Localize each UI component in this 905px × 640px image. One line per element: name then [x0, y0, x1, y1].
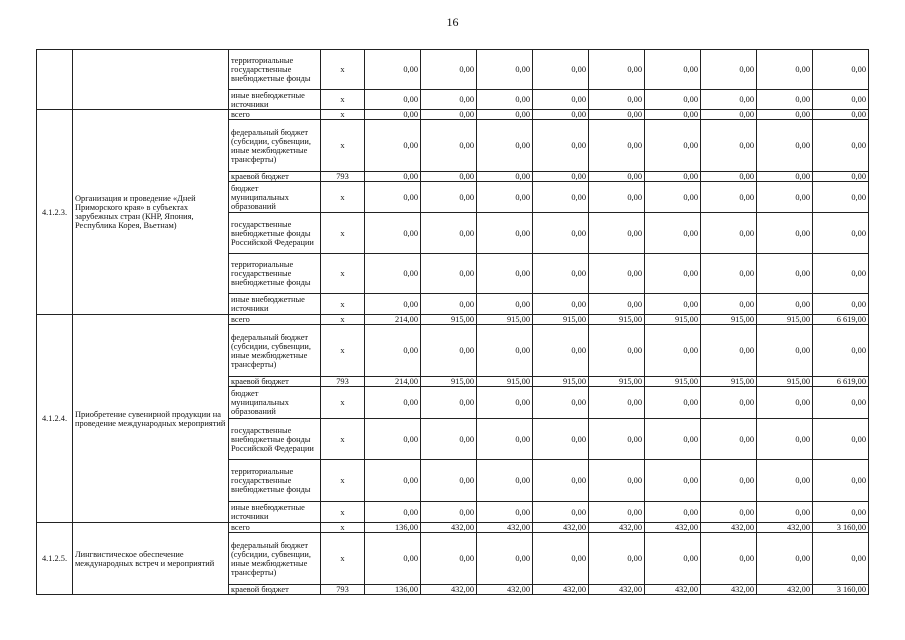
total-value: 0,00 [813, 294, 869, 315]
year-value: 0,00 [757, 419, 813, 460]
budget-code: x [321, 523, 365, 533]
year-value: 0,00 [477, 460, 533, 502]
year-value: 0,00 [589, 172, 645, 182]
item-number: 4.1.2.3. [37, 110, 73, 315]
year-value: 0,00 [757, 50, 813, 90]
year-value: 432,00 [589, 585, 645, 595]
year-value: 0,00 [701, 502, 757, 523]
year-value: 0,00 [645, 110, 701, 120]
year-value: 0,00 [589, 533, 645, 585]
year-value: 915,00 [701, 377, 757, 387]
year-value: 0,00 [757, 110, 813, 120]
funding-source: федеральный бюджет (субсидии, субвенции, иные межбюджетные трансферты) [229, 325, 321, 377]
budget-code: x [321, 419, 365, 460]
year-value: 0,00 [421, 254, 477, 294]
year-value: 432,00 [421, 585, 477, 595]
total-value: 6 619,00 [813, 377, 869, 387]
budget-code: 793 [321, 172, 365, 182]
year-value: 0,00 [477, 502, 533, 523]
total-value: 0,00 [813, 387, 869, 419]
year-value: 0,00 [477, 213, 533, 254]
total-value: 0,00 [813, 325, 869, 377]
year-value: 915,00 [645, 377, 701, 387]
year-value: 0,00 [365, 50, 421, 90]
year-value: 0,00 [701, 254, 757, 294]
year-value: 0,00 [421, 533, 477, 585]
year-value: 0,00 [365, 533, 421, 585]
budget-code: x [321, 460, 365, 502]
budget-code: 793 [321, 585, 365, 595]
year-value: 0,00 [701, 110, 757, 120]
year-value: 915,00 [589, 377, 645, 387]
year-value: 0,00 [589, 182, 645, 213]
year-value: 0,00 [757, 254, 813, 294]
funding-source: бюджет муниципальных образований [229, 182, 321, 213]
year-value: 0,00 [533, 50, 589, 90]
year-value: 0,00 [421, 120, 477, 172]
funding-source: территориальные государственные внебюджетные фонды [229, 460, 321, 502]
funding-source: иные внебюджетные источники [229, 294, 321, 315]
year-value: 0,00 [533, 533, 589, 585]
item-name: Приобретение сувенирной продукции на проведение международных мероприятий [73, 315, 229, 523]
year-value: 0,00 [365, 120, 421, 172]
budget-code: x [321, 120, 365, 172]
funding-source: всего [229, 523, 321, 533]
budget-code: x [321, 213, 365, 254]
year-value: 0,00 [421, 172, 477, 182]
year-value: 0,00 [477, 419, 533, 460]
funding-source: краевой бюджет [229, 172, 321, 182]
total-value: 0,00 [813, 254, 869, 294]
year-value: 915,00 [533, 315, 589, 325]
year-value: 0,00 [533, 460, 589, 502]
item-name: Организация и проведение «Дней Приморского края» в субъектах зарубежных стран (КНР, Япония, Республика Корея, Вьетнам) [73, 110, 229, 315]
year-value: 432,00 [645, 523, 701, 533]
year-value: 0,00 [421, 182, 477, 213]
total-value: 6 619,00 [813, 315, 869, 325]
year-value: 0,00 [477, 172, 533, 182]
year-value: 0,00 [477, 110, 533, 120]
funding-source: бюджет муниципальных образований [229, 387, 321, 419]
year-value: 0,00 [757, 387, 813, 419]
year-value: 915,00 [421, 377, 477, 387]
year-value: 0,00 [701, 325, 757, 377]
year-value: 0,00 [533, 294, 589, 315]
year-value: 0,00 [365, 172, 421, 182]
year-value: 0,00 [589, 325, 645, 377]
funding-source: всего [229, 315, 321, 325]
year-value: 0,00 [421, 294, 477, 315]
budget-code: 793 [321, 377, 365, 387]
year-value: 0,00 [757, 460, 813, 502]
year-value: 432,00 [645, 585, 701, 595]
year-value: 136,00 [365, 585, 421, 595]
year-value: 0,00 [757, 120, 813, 172]
year-value: 0,00 [533, 120, 589, 172]
budget-code: x [321, 182, 365, 213]
year-value: 0,00 [701, 533, 757, 585]
year-value: 0,00 [589, 120, 645, 172]
year-value: 432,00 [477, 523, 533, 533]
budget-code: x [321, 110, 365, 120]
year-value: 136,00 [365, 523, 421, 533]
year-value: 0,00 [533, 172, 589, 182]
year-value: 0,00 [701, 90, 757, 110]
total-value: 0,00 [813, 533, 869, 585]
year-value: 0,00 [421, 90, 477, 110]
year-value: 0,00 [645, 172, 701, 182]
table-row [37, 110, 869, 120]
budget-code: x [321, 502, 365, 523]
item-name: Лингвистическое обеспечение международных встреч и мероприятий [73, 523, 229, 595]
budget-table [36, 49, 869, 595]
year-value: 0,00 [365, 182, 421, 213]
year-value: 214,00 [365, 315, 421, 325]
year-value: 432,00 [533, 585, 589, 595]
year-value: 0,00 [477, 120, 533, 172]
year-value: 0,00 [645, 294, 701, 315]
year-value: 0,00 [757, 325, 813, 377]
year-value: 0,00 [589, 50, 645, 90]
funding-source: государственные внебюджетные фонды Российской Федерации [229, 213, 321, 254]
year-value: 0,00 [477, 294, 533, 315]
year-value: 0,00 [645, 502, 701, 523]
year-value: 432,00 [701, 523, 757, 533]
year-value: 0,00 [589, 110, 645, 120]
year-value: 0,00 [477, 182, 533, 213]
year-value: 0,00 [421, 387, 477, 419]
table-row [37, 523, 869, 533]
total-value: 0,00 [813, 172, 869, 182]
item-name [73, 50, 229, 110]
year-value: 0,00 [645, 213, 701, 254]
year-value: 0,00 [533, 254, 589, 294]
year-value: 0,00 [645, 460, 701, 502]
year-value: 0,00 [365, 502, 421, 523]
total-value: 0,00 [813, 120, 869, 172]
year-value: 0,00 [365, 254, 421, 294]
total-value: 0,00 [813, 502, 869, 523]
year-value: 432,00 [757, 585, 813, 595]
year-value: 0,00 [589, 387, 645, 419]
year-value: 0,00 [533, 502, 589, 523]
total-value: 0,00 [813, 110, 869, 120]
year-value: 0,00 [701, 120, 757, 172]
total-value: 0,00 [813, 182, 869, 213]
year-value: 0,00 [589, 254, 645, 294]
year-value: 0,00 [701, 419, 757, 460]
item-number: 4.1.2.4. [37, 315, 73, 523]
funding-source: краевой бюджет [229, 377, 321, 387]
year-value: 0,00 [645, 90, 701, 110]
year-value: 0,00 [701, 294, 757, 315]
year-value: 0,00 [757, 182, 813, 213]
year-value: 0,00 [421, 50, 477, 90]
year-value: 0,00 [365, 419, 421, 460]
year-value: 0,00 [757, 172, 813, 182]
year-value: 0,00 [365, 325, 421, 377]
year-value: 0,00 [365, 294, 421, 315]
year-value: 0,00 [365, 110, 421, 120]
year-value: 0,00 [421, 460, 477, 502]
table-row [37, 315, 869, 325]
year-value: 0,00 [645, 182, 701, 213]
year-value: 0,00 [757, 213, 813, 254]
year-value: 432,00 [477, 585, 533, 595]
year-value: 0,00 [533, 90, 589, 110]
year-value: 0,00 [701, 172, 757, 182]
table-row [37, 50, 869, 90]
budget-code: x [321, 294, 365, 315]
page-number: 16 [446, 15, 459, 29]
year-value: 0,00 [477, 90, 533, 110]
year-value: 0,00 [533, 110, 589, 120]
year-value: 432,00 [589, 523, 645, 533]
budget-code: x [321, 50, 365, 90]
year-value: 915,00 [589, 315, 645, 325]
year-value: 0,00 [477, 533, 533, 585]
year-value: 0,00 [645, 120, 701, 172]
funding-source: всего [229, 110, 321, 120]
year-value: 0,00 [757, 533, 813, 585]
funding-source: иные внебюджетные источники [229, 90, 321, 110]
budget-code: x [321, 90, 365, 110]
item-number: 4.1.2.5. [37, 523, 73, 595]
year-value: 915,00 [477, 315, 533, 325]
year-value: 0,00 [701, 182, 757, 213]
funding-source: федеральный бюджет (субсидии, субвенции, иные межбюджетные трансферты) [229, 120, 321, 172]
year-value: 0,00 [645, 387, 701, 419]
budget-code: x [321, 387, 365, 419]
funding-source: территориальные государственные внебюджетные фонды [229, 254, 321, 294]
year-value: 0,00 [589, 460, 645, 502]
year-value: 0,00 [589, 502, 645, 523]
year-value: 0,00 [365, 213, 421, 254]
year-value: 0,00 [421, 110, 477, 120]
year-value: 915,00 [757, 315, 813, 325]
year-value: 0,00 [477, 387, 533, 419]
year-value: 0,00 [757, 502, 813, 523]
year-value: 0,00 [589, 90, 645, 110]
year-value: 0,00 [477, 254, 533, 294]
year-value: 0,00 [645, 325, 701, 377]
total-value: 0,00 [813, 213, 869, 254]
year-value: 0,00 [421, 502, 477, 523]
year-value: 0,00 [589, 419, 645, 460]
funding-source: федеральный бюджет (субсидии, субвенции, иные межбюджетные трансферты) [229, 533, 321, 585]
year-value: 0,00 [477, 325, 533, 377]
year-value: 0,00 [645, 419, 701, 460]
item-number [37, 50, 73, 110]
year-value: 0,00 [589, 294, 645, 315]
year-value: 0,00 [365, 460, 421, 502]
budget-code: x [321, 325, 365, 377]
year-value: 0,00 [421, 213, 477, 254]
year-value: 0,00 [533, 213, 589, 254]
year-value: 0,00 [701, 460, 757, 502]
year-value: 915,00 [421, 315, 477, 325]
year-value: 0,00 [365, 90, 421, 110]
year-value: 0,00 [365, 387, 421, 419]
total-value: 0,00 [813, 90, 869, 110]
year-value: 0,00 [533, 387, 589, 419]
year-value: 0,00 [757, 294, 813, 315]
year-value: 432,00 [701, 585, 757, 595]
year-value: 0,00 [533, 182, 589, 213]
year-value: 0,00 [533, 419, 589, 460]
total-value: 3 160,00 [813, 585, 869, 595]
budget-code: x [321, 315, 365, 325]
year-value: 214,00 [365, 377, 421, 387]
budget-code: x [321, 254, 365, 294]
year-value: 432,00 [757, 523, 813, 533]
year-value: 0,00 [645, 254, 701, 294]
year-value: 0,00 [701, 50, 757, 90]
funding-source: краевой бюджет [229, 585, 321, 595]
year-value: 915,00 [645, 315, 701, 325]
year-value: 0,00 [533, 325, 589, 377]
year-value: 915,00 [533, 377, 589, 387]
year-value: 915,00 [701, 315, 757, 325]
year-value: 432,00 [533, 523, 589, 533]
budget-code: x [321, 533, 365, 585]
year-value: 0,00 [757, 90, 813, 110]
year-value: 0,00 [645, 533, 701, 585]
year-value: 0,00 [701, 213, 757, 254]
total-value: 3 160,00 [813, 523, 869, 533]
year-value: 915,00 [757, 377, 813, 387]
total-value: 0,00 [813, 50, 869, 90]
funding-source: иные внебюджетные источники [229, 502, 321, 523]
funding-source: государственные внебюджетные фонды Российской Федерации [229, 419, 321, 460]
year-value: 0,00 [589, 213, 645, 254]
year-value: 915,00 [477, 377, 533, 387]
year-value: 0,00 [421, 419, 477, 460]
year-value: 0,00 [477, 50, 533, 90]
total-value: 0,00 [813, 419, 869, 460]
year-value: 0,00 [645, 50, 701, 90]
total-value: 0,00 [813, 460, 869, 502]
year-value: 432,00 [421, 523, 477, 533]
year-value: 0,00 [701, 387, 757, 419]
year-value: 0,00 [421, 325, 477, 377]
funding-source: территориальные государственные внебюджетные фонды [229, 50, 321, 90]
